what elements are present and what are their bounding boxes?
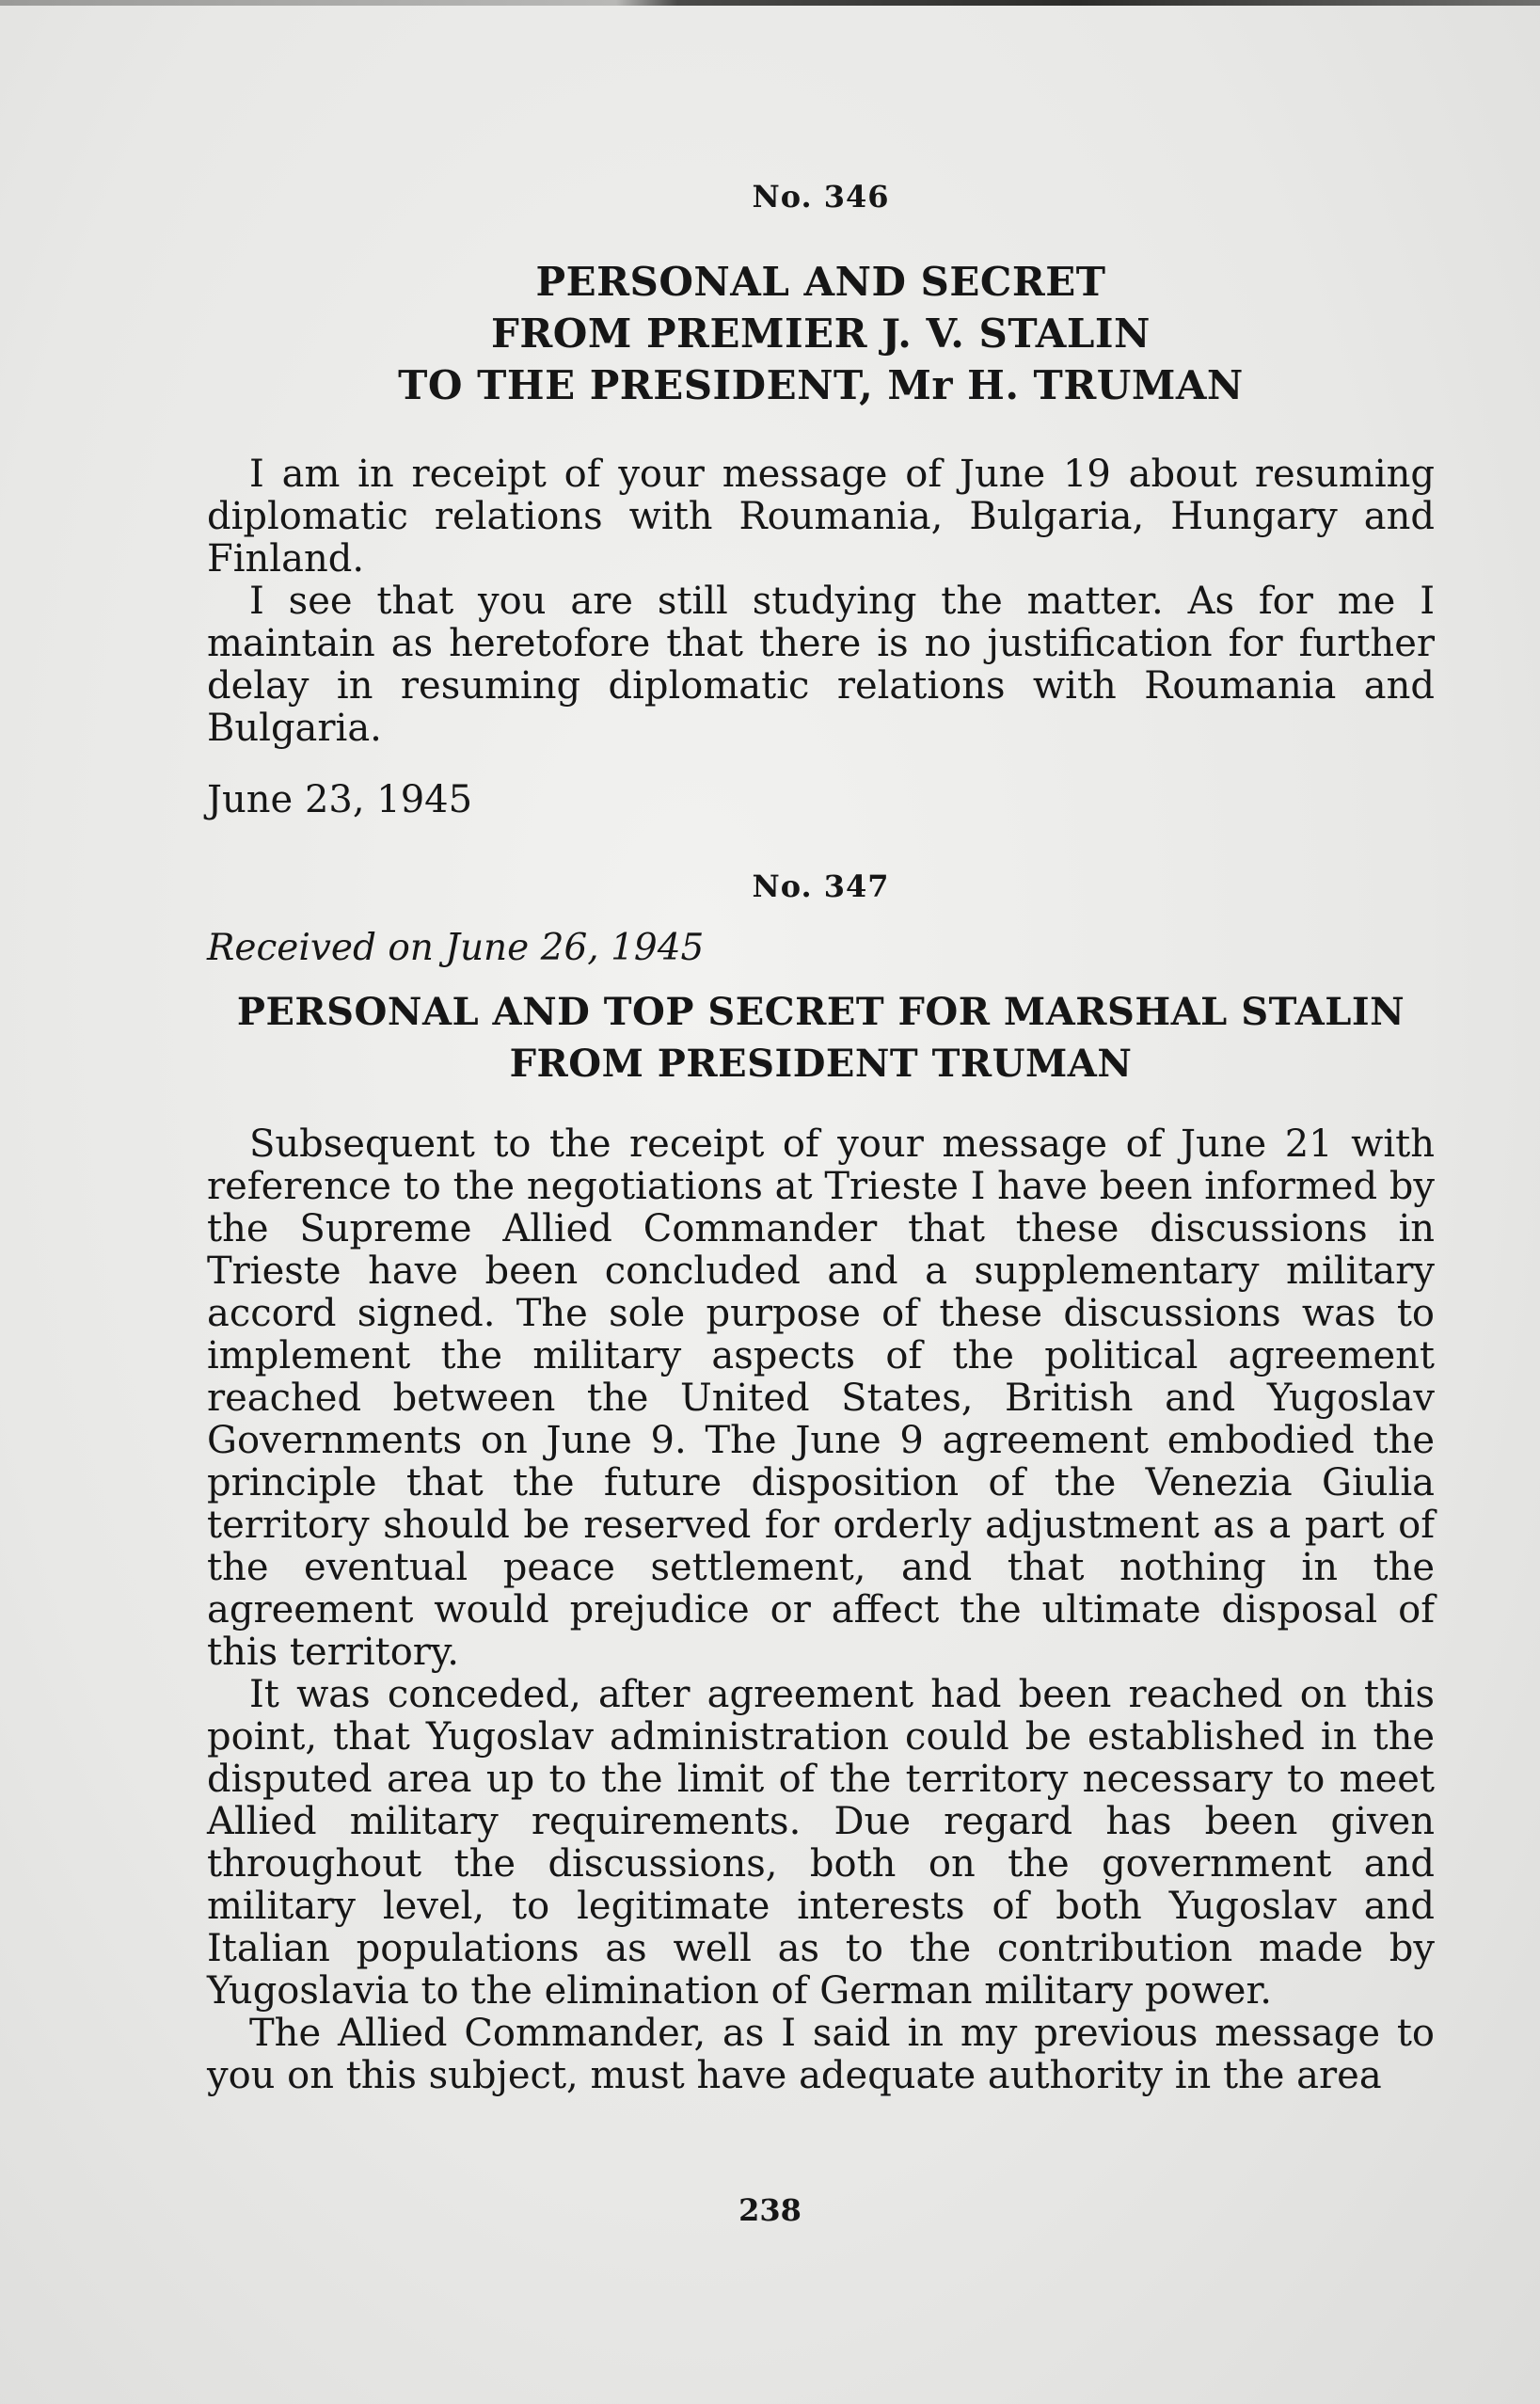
doc-347-body (207, 1123, 1435, 2097)
doc-347-title-line: FROM PRESIDENT TRUMAN (509, 1042, 1133, 1086)
doc-346-paragraph: I am in receipt of your message of June 19 about resuming diplomatic relations with Roumania, Bulgaria, Hungary and Finland. (207, 453, 1435, 581)
doc-347-title-line: PERSONAL AND TOP SECRET FOR MARSHAL STALIN (236, 990, 1405, 1034)
doc-346-body (207, 454, 1435, 750)
text-column (207, 179, 1435, 2097)
doc-346-date: June 23, 1945 (207, 778, 473, 821)
doc-347-paragraph: It was conceded, after agreement had been reached on this point, that Yugoslav administration could be established in the disputed area up to the limit of the territory necessary to meet Allied military requirements. Due regard has been given throughout the discussions, both on the government and military level, to legitimate interests of both Yugoslav and Italian populations as well as to the contribution made by Yugoslavia to the elimination of German military power. (207, 1673, 1435, 2013)
doc-346-title (207, 256, 1435, 411)
doc-346-title-line: TO THE PRESIDENT, Mr H. TRUMAN (398, 362, 1244, 408)
doc-347-number: No. 347 (752, 868, 890, 904)
doc-347-paragraph: Subsequent to the receipt of your message of June 21 with reference to the negotiations at Trieste I have been informed by the Supreme Allied Commander that these discussions in Trieste have been concluded and a supplementary military accord signed. The sole purpose of these discussions was to implement the military aspects of the political agreement reached between the United States, British and Yugoslav Governments on June 9. The June 9 agreement embodied the principle that the future disposition of the Venezia Giulia territory should be reserved for orderly adjustment as a part of the eventual peace settlement, and that nothing in the agreement would prejudice or affect the ultimate disposal of this territory. (207, 1122, 1435, 1674)
doc-347-received-date: Received on June 26, 1945 (207, 927, 705, 969)
doc-347-title (207, 986, 1435, 1090)
doc-346-title-line: FROM PREMIER J. V. STALIN (491, 310, 1151, 357)
doc-346-title-line: PERSONAL AND SECRET (535, 259, 1106, 305)
doc-346-number: No. 346 (752, 179, 890, 215)
doc-347-paragraph: The Allied Commander, as I said in my previous message to you on this subject, must have adequate authority in the area (207, 2012, 1435, 2097)
doc-346-paragraph: I see that you are still studying the matter. As for me I maintain as heretofore that there is no justification for further delay in resuming diplomatic relations with Roumania and Bulgaria. (207, 580, 1435, 750)
page-top-edge (0, 0, 1540, 6)
page-number: 238 (738, 2192, 802, 2228)
